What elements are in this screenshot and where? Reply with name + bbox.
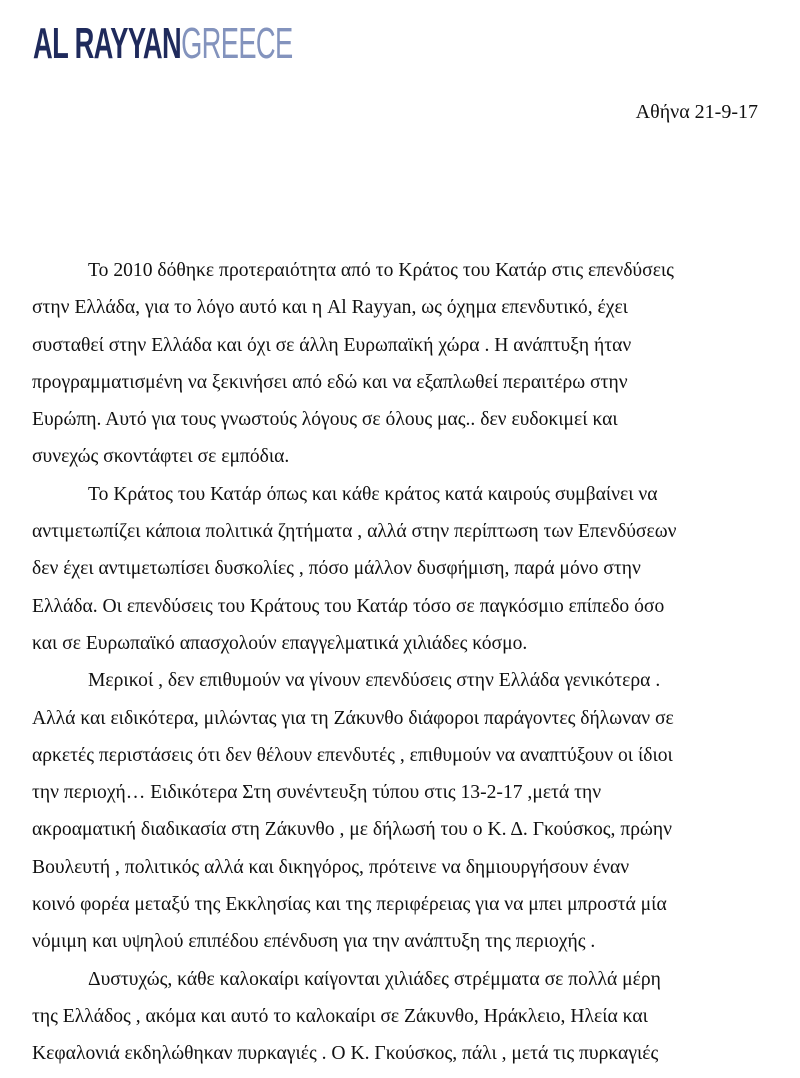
text-line: την περιοχή… Ειδικότερα Στη συνέντευξη τύπου στις 13-2-17 ,μετά την xyxy=(32,782,602,804)
text-line: αντιμετωπίζει κάποια πολιτικά ζητήματα , αλλά στην περίπτωση των Επενδύσεων xyxy=(32,521,677,543)
date-line: Αθήνα 21-9-17 xyxy=(635,101,758,123)
text-line: Το 2010 δόθηκε προτεραιότητα από το Κράτος του Κατάρ στις επενδύσεις xyxy=(88,260,674,281)
text-line: συσταθεί στην Ελλάδα και όχι σε άλλη Ευρωπαϊκή χώρα . Η ανάπτυξη ήταν xyxy=(32,334,632,356)
text-line: νόμιμη και υψηλού επιπέδου επένδυση για την ανάπτυξη της περιοχής . xyxy=(32,931,596,953)
paragraph-2 xyxy=(32,476,772,662)
letter-body xyxy=(32,252,772,1073)
company-logo xyxy=(33,19,293,68)
text-line: της Ελλάδος , ακόμα και αυτό το καλοκαίρι σε Ζάκυνθο, Ηράκλειο, Ηλεία και xyxy=(32,1005,648,1027)
text-line: Μερικοί , δεν επιθυμούν να γίνουν επενδύσεις στην Ελλάδα γενικότερα . xyxy=(88,670,661,692)
text-line: αρκετές περιστάσεις ότι δεν θέλουν επενδυτές , επιθυμούν να αναπτύξουν οι ίδιοι xyxy=(32,744,673,766)
text-line: Αλλά και ειδικότερα, μιλώντας για τη Ζάκυνθο διάφοροι παράγοντες δήλωναν σε xyxy=(32,707,674,729)
text-line: Ευρώπη. Αυτό για τους γνωστούς λόγους σε όλους μας.. δεν ευδοκιμεί και xyxy=(32,409,618,431)
paragraph-4 xyxy=(32,961,772,1073)
logo-primary-text: AL RAYYAN xyxy=(33,19,182,68)
text-line: ακροαματική διαδικασία στη Ζάκυνθο , με δήλωσή του ο Κ. Δ. Γκούσκος, πρώην xyxy=(32,819,673,841)
text-line: στην Ελλάδα, για το λόγο αυτό και η Al Rayyan, ως όχημα επενδυτικό, έχει xyxy=(32,297,628,319)
paragraph-3 xyxy=(32,662,772,960)
text-line: προγραμματισμένη να ξεκινήσει από εδώ και να εξαπλωθεί περαιτέρω στην xyxy=(32,371,628,393)
text-line: και σε Ευρωπαϊκό απασχολούν επαγγελματικά χιλιάδες κόσμο. xyxy=(32,632,528,654)
text-line: Δυστυχώς, κάθε καλοκαίρι καίγονται χιλιάδες στρέμματα σε πολλά μέρη xyxy=(88,968,661,990)
text-line: Κεφαλονιά εκδηλώθηκαν πυρκαγιές . Ο Κ. Γκούσκος, πάλι , μετά τις πυρκαγιές xyxy=(32,1043,659,1065)
text-line: Βουλευτή , πολιτικός αλλά και δικηγόρος, πρότεινε να δημιουργήσουν έναν xyxy=(32,856,630,878)
paragraph-1 xyxy=(32,252,772,476)
text-line: συνεχώς σκοντάφτει σε εμπόδια. xyxy=(32,446,290,468)
logo-secondary-text: GREECE xyxy=(181,19,293,68)
text-line: Το Κράτος του Κατάρ όπως και κάθε κράτος κατά καιρούς συμβαίνει να xyxy=(88,483,658,505)
text-line: Ελλάδα. Οι επενδύσεις του Κράτους του Κατάρ τόσο σε παγκόσμιο επίπεδο όσο xyxy=(32,595,665,617)
text-line: κοινό φορέα μεταξύ της Εκκλησίας και της περιφέρειας για να μπει μπροστά μία xyxy=(32,894,667,916)
text-line: δεν έχει αντιμετωπίσει δυσκολίες , πόσο μάλλον δυσφήμιση, παρά μόνο στην xyxy=(32,558,641,580)
